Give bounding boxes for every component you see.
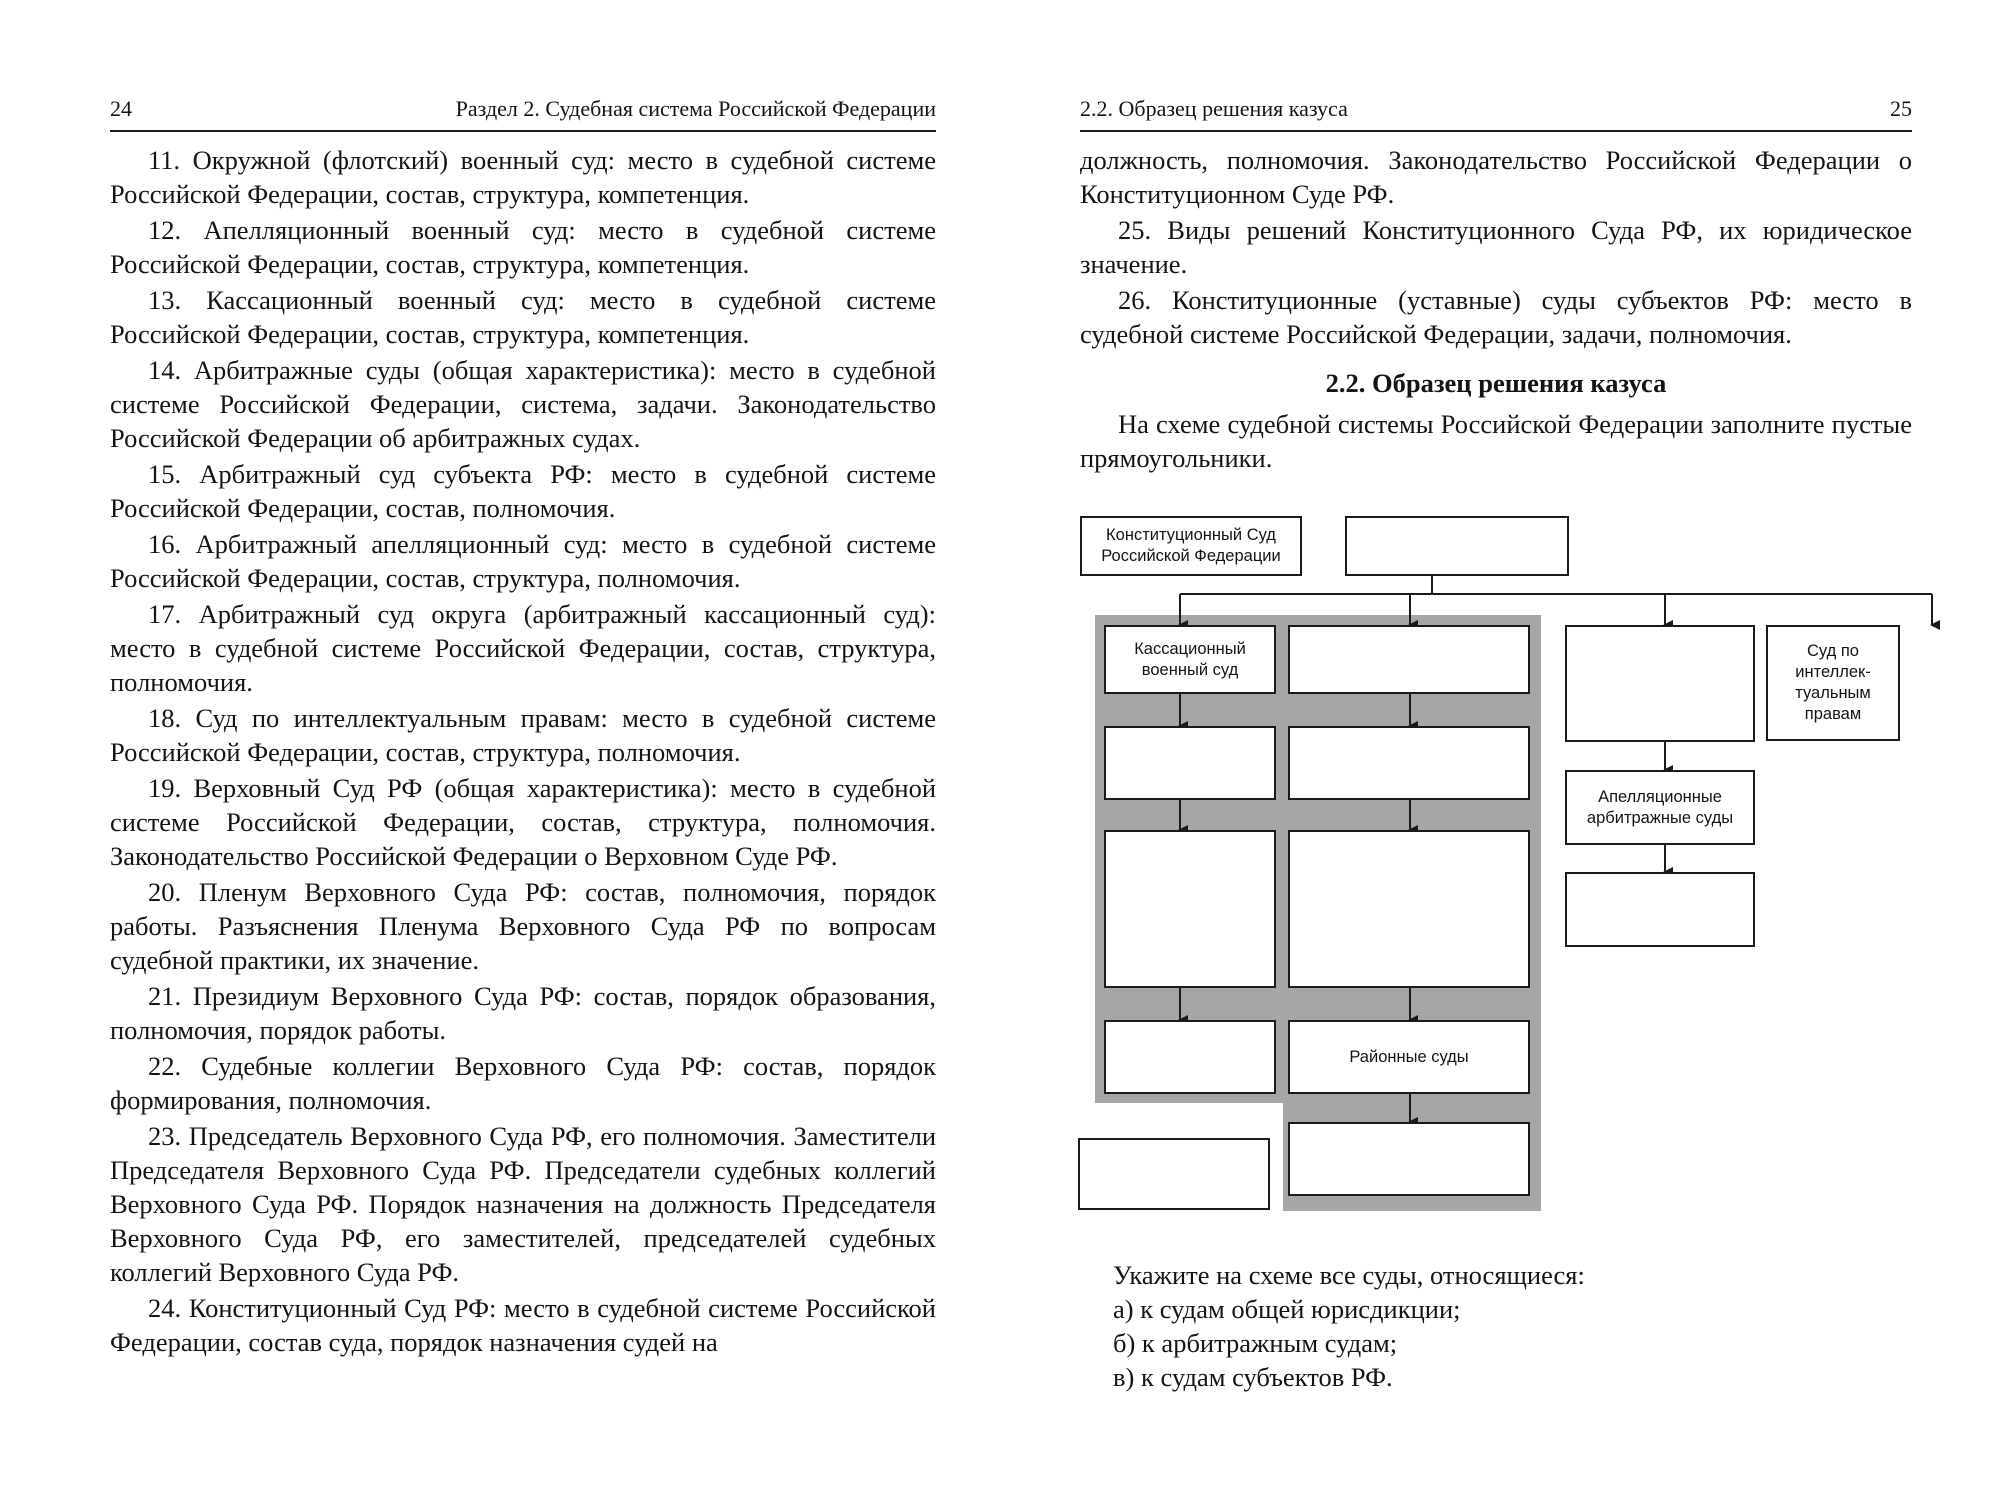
arbitration-empty-box-1[interactable] [1565,625,1755,742]
constitutional-court-box [1080,516,1302,576]
general-empty-box-1[interactable] [1288,625,1530,694]
paragraph-item-11: 11. Окружной (флотский) военный суд: место в судебной системе Российской Федерации, состав, структура, компетенция. [110,145,936,209]
general-empty-box-5[interactable] [1288,1122,1530,1196]
paragraph-item-13: 13. Кассационный военный суд: место в судебной системе Российской Федерации, состав, структура, компетенция. [110,285,936,349]
paragraph-item-12: 12. Апелляционный военный суд: место в судебной системе Российской Федерации, состав, структура, компетенция. [110,215,936,279]
general-empty-box-2[interactable] [1288,726,1530,800]
court-system-diagram [1000,0,2000,1493]
paragraph-item-24: 24. Конституционный Суд РФ: место в судебной системе Российской Федерации, состав суда, порядок назначения судей на [110,1293,936,1357]
paragraph-item-22: 22. Судебные коллегии Верховного Суда РФ: состав, порядок формирования, полномочия. [110,1051,936,1115]
paragraph-item-18: 18. Суд по интеллектуальным правам: место в судебной системе Российской Федерации, состав, структура, полномочия. [110,703,936,767]
paragraph-item-23: 23. Председатель Верховного Суда РФ, его полномочия. Заместители Председателя Верховного Суда РФ. Председатели судебных коллегий Верховного Суда РФ. Порядок назначения на должность Председателя Верховного Суда РФ, его заместителей, председателей судебных коллегий Верховного Суда РФ. [110,1121,936,1287]
district-courts-box [1288,1020,1530,1094]
ip-court-label: Суд по интеллек-туальным правам [1795,642,1871,723]
intro-paragraph: На схеме судебной системы Российской Федерации заполните пустые прямоугольники. [1080,409,1912,473]
section-title: 2.2. Образец решения казуса [1325,368,1667,398]
appellate-arbitration-courts-box [1565,770,1755,845]
appellate-arbitration-courts-label: Апелляционные арбитражные суды [1586,787,1734,827]
paragraph-continuation: должность, полномочия. Законодательство Российской Федерации о Конституционном Суде РФ. [1080,145,1912,209]
regional-empty-box[interactable] [1078,1138,1270,1210]
constitutional-court-label: Конституционный Суд Российской Федерации [1101,526,1281,565]
question-a: а) к судам общей юрисдикции; [1113,1294,1461,1324]
military-empty-box-4[interactable] [1104,1020,1276,1094]
paragraph-item-16: 16. Арбитражный апелляционный суд: место в судебной системе Российской Федерации, состав, структура, полномочия. [110,529,936,593]
left-page-body [110,143,936,1361]
cassation-military-court-label: Кассационный военный суд [1134,639,1246,679]
cassation-military-court-box [1104,625,1276,694]
running-head-left-title: Раздел 2. Судебная система Российской Федерации [455,96,936,121]
general-empty-box-3[interactable] [1288,830,1530,988]
military-empty-box-2[interactable] [1104,726,1276,800]
district-courts-label: Районные суды [1349,1047,1469,1066]
question-c: в) к судам субъектов РФ. [1113,1362,1393,1392]
running-head-left [110,96,936,132]
question-lead: Укажите на схеме все суды, относящиеся: [1113,1260,1585,1290]
paragraph-item-17: 17. Арбитражный суд округа (арбитражный кассационный суд): место в судебной системе Российской Федерации, состав, структура, полномочия. [110,599,936,697]
paragraph-item-14: 14. Арбитражные суды (общая характеристика): место в судебной системе Российской Федерации, система, задачи. Законодательство Российской Федерации об арбитражных судах. [110,355,936,453]
running-head-right-title: 2.2. Образец решения казуса [1080,96,1348,121]
paragraph-item-21: 21. Президиум Верховного Суда РФ: состав, порядок образования, полномочия, порядок работы. [110,981,936,1045]
page-number-left: 24 [110,96,132,121]
supreme-court-empty-box[interactable] [1345,516,1569,576]
ip-court-box [1766,625,1900,741]
paragraph-item-26: 26. Конституционные (уставные) суды субъектов РФ: место в судебной системе Российской Федерации, задачи, полномочия. [1080,285,1912,349]
page-number-right: 25 [1890,96,1912,121]
arbitration-empty-box-3[interactable] [1565,872,1755,947]
military-empty-box-3[interactable] [1104,830,1276,988]
paragraph-item-20: 20. Пленум Верховного Суда РФ: состав, полномочия, порядок работы. Разъяснения Пленума Верховного Суда РФ по вопросам судебной практики, их значение. [110,877,936,975]
paragraph-item-15: 15. Арбитражный суд субъекта РФ: место в судебной системе Российской Федерации, состав, полномочия. [110,459,936,523]
paragraph-item-19: 19. Верховный Суд РФ (общая характеристика): место в судебной системе Российской Федерации, состав, структура, полномочия. Законодательство Российской Федерации о Верховном Суде РФ. [110,773,936,871]
question-b: б) к арбитражным судам; [1113,1328,1398,1358]
paragraph-item-25: 25. Виды решений Конституционного Суда РФ, их юридическое значение. [1080,215,1912,279]
